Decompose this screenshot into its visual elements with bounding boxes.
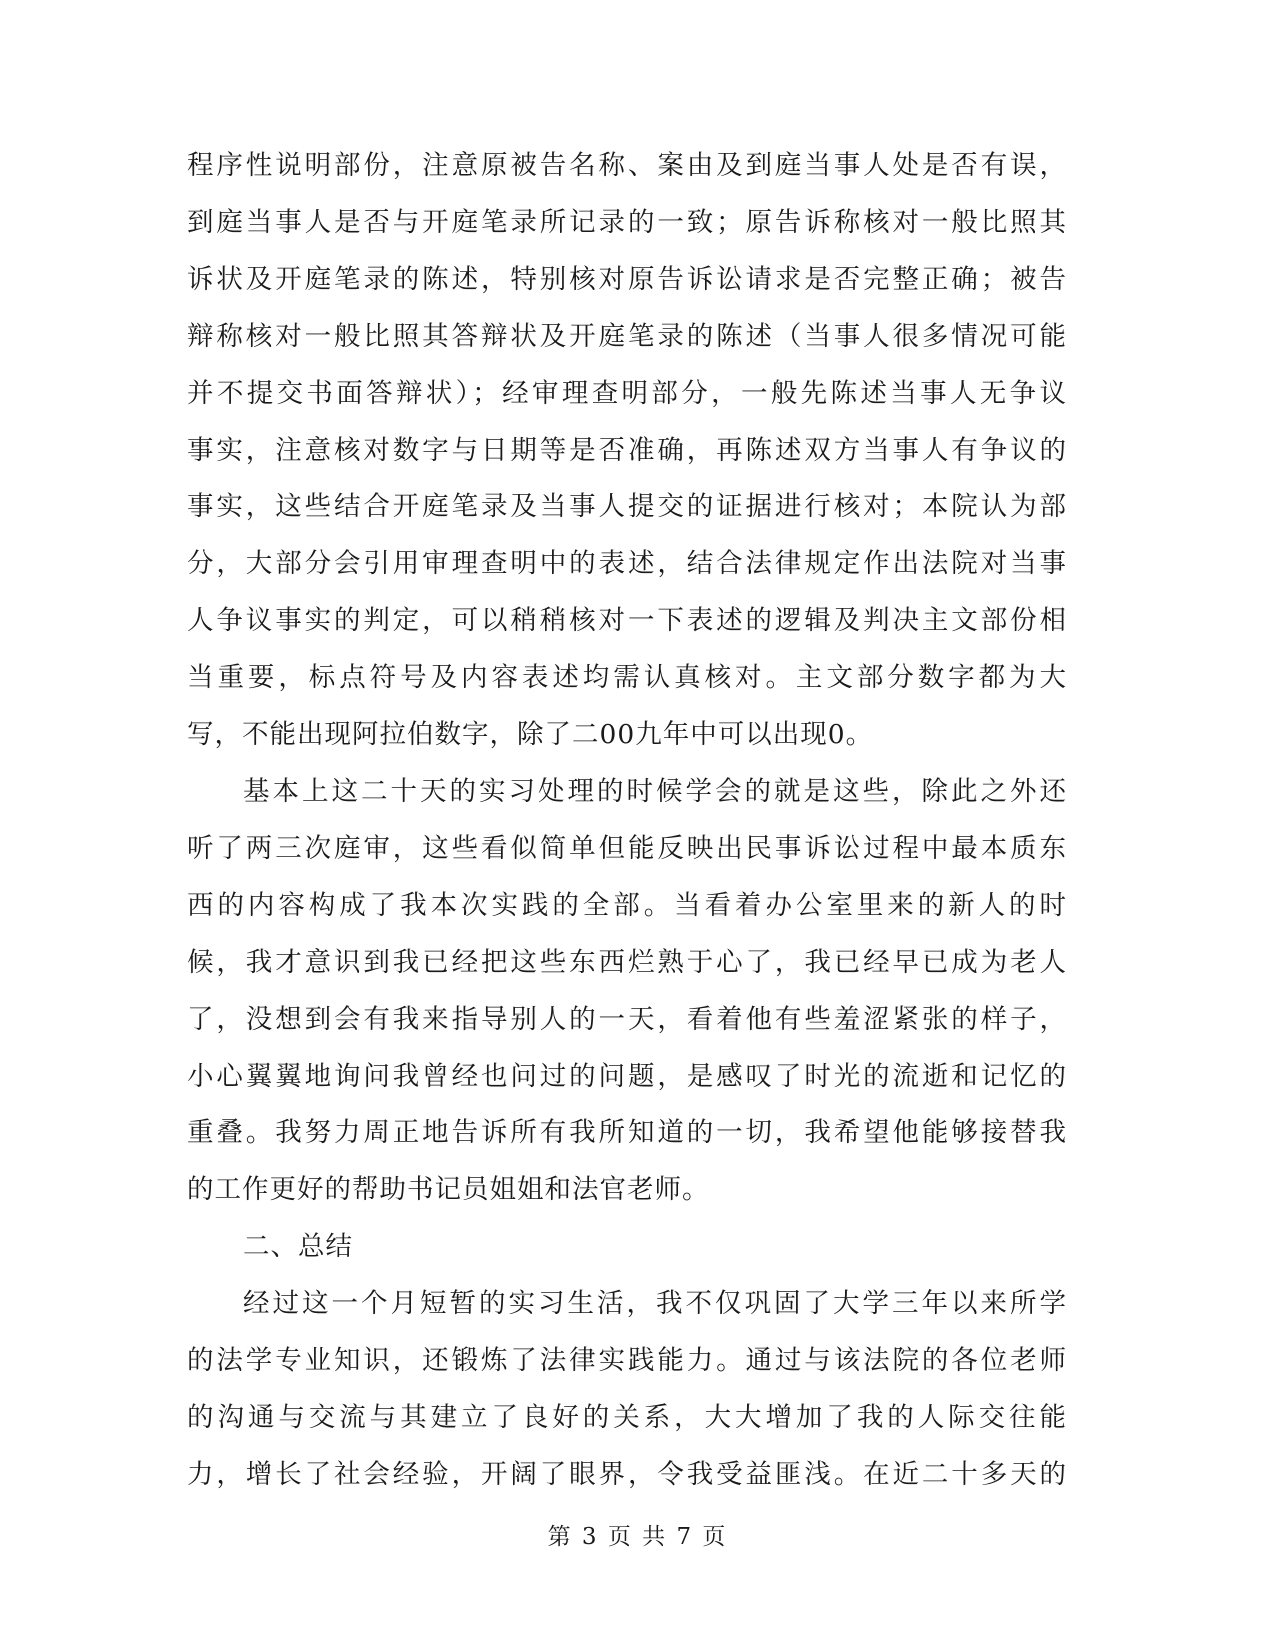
document-body bbox=[187, 138, 1067, 1504]
text-line: 西的内容构成了我本次实践的全部。当看着办公室里来的新人的时 bbox=[187, 889, 1067, 921]
text-line: 分，大部分会引用审理查明中的表述，结合法律规定作出法院对当事 bbox=[187, 548, 1067, 580]
text-line: 事实，注意核对数字与日期等是否准确，再陈述双方当事人有争议的 bbox=[187, 434, 1067, 466]
text-line: 的法学专业知识，还锻炼了法律实践能力。通过与该法院的各位老师 bbox=[187, 1345, 1067, 1377]
text-line: 基本上这二十天的实习处理的时候学会的就是这些，除此之外还 bbox=[243, 775, 1067, 807]
text-line: 候，我才意识到我已经把这些东西烂熟于心了，我已经早已成为老人 bbox=[187, 946, 1067, 978]
section-heading-text: 二、总结 bbox=[243, 1231, 353, 1263]
text-line: 了，没想到会有我来指导别人的一天，看着他有些羞涩紧张的样子， bbox=[187, 1003, 1067, 1035]
paragraph-summary bbox=[187, 1276, 1067, 1504]
text-line: 经过这一个月短暂的实习生活，我不仅巩固了大学三年以来所学 bbox=[243, 1288, 1067, 1320]
text-line: 辩称核对一般比照其答辩状及开庭笔录的陈述（当事人很多情况可能 bbox=[187, 320, 1067, 352]
text-line: 小心翼翼地询问我曾经也问过的问题，是感叹了时光的流逝和记忆的 bbox=[187, 1060, 1067, 1092]
text-line: 写，不能出现阿拉伯数字，除了二00九年中可以出现0。 bbox=[187, 719, 874, 751]
text-line: 程序性说明部份，注意原被告名称、案由及到庭当事人处是否有误， bbox=[187, 150, 1067, 181]
text-line: 诉状及开庭笔录的陈述，特别核对原告诉讼请求是否完整正确；被告 bbox=[187, 263, 1067, 295]
text-line: 的沟通与交流与其建立了良好的关系，大大增加了我的人际交往能 bbox=[187, 1401, 1067, 1433]
text-line: 到庭当事人是否与开庭笔录所记录的一致；原告诉称核对一般比照其 bbox=[187, 206, 1067, 238]
text-line: 人争议事实的判定，可以稍稍核对一下表述的逻辑及判决主文部份相 bbox=[187, 605, 1067, 637]
text-line: 事实，这些结合开庭笔录及当事人提交的证据进行核对；本院认为部 bbox=[187, 491, 1067, 523]
text-line: 力，增长了社会经验，开阔了眼界，令我受益匪浅。在近二十多天的 bbox=[187, 1458, 1067, 1490]
text-line: 的工作更好的帮助书记员姐姐和法官老师。 bbox=[187, 1174, 710, 1206]
paragraph-procedure-review bbox=[187, 138, 1067, 764]
text-line: 当重要，标点符号及内容表述均需认真核对。主文部分数字都为大 bbox=[187, 662, 1067, 694]
text-line: 听了两三次庭审，这些看似简单但能反映出民事诉讼过程中最本质东 bbox=[187, 832, 1067, 864]
text-line: 并不提交书面答辩状）；经审理查明部分，一般先陈述当事人无争议 bbox=[187, 377, 1067, 409]
paragraph-internship-reflection bbox=[187, 764, 1067, 1219]
section-heading-summary bbox=[187, 1219, 1067, 1276]
page-number-footer: 第 3 页 共 7 页 bbox=[547, 1524, 728, 1550]
text-line: 重叠。我努力周正地告诉所有我所知道的一切，我希望他能够接替我 bbox=[187, 1117, 1067, 1149]
